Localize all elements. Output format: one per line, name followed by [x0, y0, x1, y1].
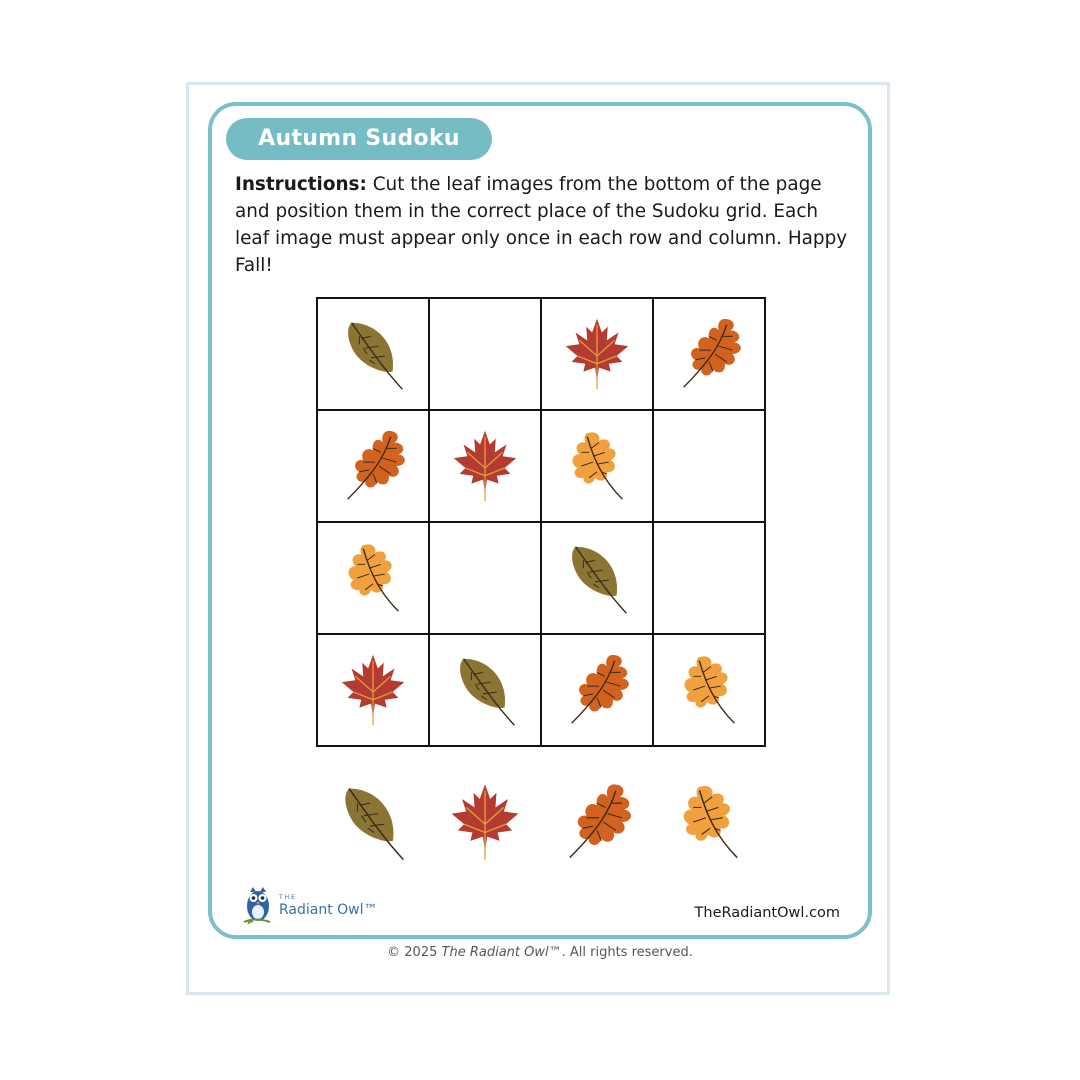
copyright-notice: [0, 945, 1080, 960]
red-maple-leaf-icon: [439, 776, 531, 868]
grid-cell-r2c4[interactable]: [654, 411, 766, 523]
sudoku-grid: [316, 297, 766, 747]
grid-cell-r2c2[interactable]: [430, 411, 542, 523]
yellow-orange-oak-leaf-icon: [330, 535, 416, 621]
copyright-prefix: © 2025: [387, 945, 442, 960]
grid-cell-r1c2[interactable]: [430, 299, 542, 411]
cutout-leaf-2[interactable]: [437, 774, 533, 870]
grid-cell-r2c3[interactable]: [542, 411, 654, 523]
grid-cell-r4c3[interactable]: [542, 635, 654, 747]
grid-cell-r3c3[interactable]: [542, 523, 654, 635]
grid-cell-r1c1[interactable]: [318, 299, 430, 411]
olive-leaf-icon: [330, 311, 416, 397]
red-maple-leaf-icon: [442, 423, 528, 509]
website-link[interactable]: TheRadiantOwl.com: [694, 905, 840, 921]
owl-icon: [242, 884, 274, 928]
copyright-brand: The Radiant Owl™: [441, 945, 562, 960]
instructions-text: Cut the leaf images from the bottom of the page and position them in the correct place of the Sudoku grid. Each leaf image must appear only once in each row and column. Happy Fall!: [235, 174, 848, 276]
dark-orange-oak-leaf-icon: [330, 423, 416, 509]
logo-the-text: THE: [279, 894, 297, 901]
dark-orange-oak-leaf-icon: [551, 776, 643, 868]
olive-leaf-icon: [442, 647, 528, 733]
grid-cell-r4c4[interactable]: [654, 635, 766, 747]
grid-cell-r1c4[interactable]: [654, 299, 766, 411]
yellow-orange-oak-leaf-icon: [554, 423, 640, 509]
grid-cell-r3c4[interactable]: [654, 523, 766, 635]
red-maple-leaf-icon: [330, 647, 416, 733]
grid-cell-r2c1[interactable]: [318, 411, 430, 523]
olive-leaf-icon: [554, 535, 640, 621]
page-title: Autumn Sudoku: [226, 118, 492, 160]
cutout-leaf-1[interactable]: [324, 774, 420, 870]
cutout-leaf-3[interactable]: [549, 774, 645, 870]
olive-leaf-icon: [326, 776, 418, 868]
yellow-orange-oak-leaf-icon: [664, 776, 756, 868]
cutout-leaf-4[interactable]: [662, 774, 758, 870]
grid-cell-r4c1[interactable]: [318, 635, 430, 747]
grid-cell-r4c2[interactable]: [430, 635, 542, 747]
instructions: [235, 171, 855, 279]
grid-cell-r3c1[interactable]: [318, 523, 430, 635]
grid-cell-r1c3[interactable]: [542, 299, 654, 411]
copyright-suffix: . All rights reserved.: [561, 945, 693, 960]
grid-cell-r3c2[interactable]: [430, 523, 542, 635]
red-maple-leaf-icon: [554, 311, 640, 397]
dark-orange-oak-leaf-icon: [554, 647, 640, 733]
dark-orange-oak-leaf-icon: [666, 311, 752, 397]
radiant-owl-logo: [242, 884, 392, 928]
instructions-label: Instructions:: [235, 174, 367, 195]
logo-name-text: Radiant Owl™: [279, 902, 378, 918]
yellow-orange-oak-leaf-icon: [666, 647, 752, 733]
leaf-cutouts: [316, 772, 766, 872]
